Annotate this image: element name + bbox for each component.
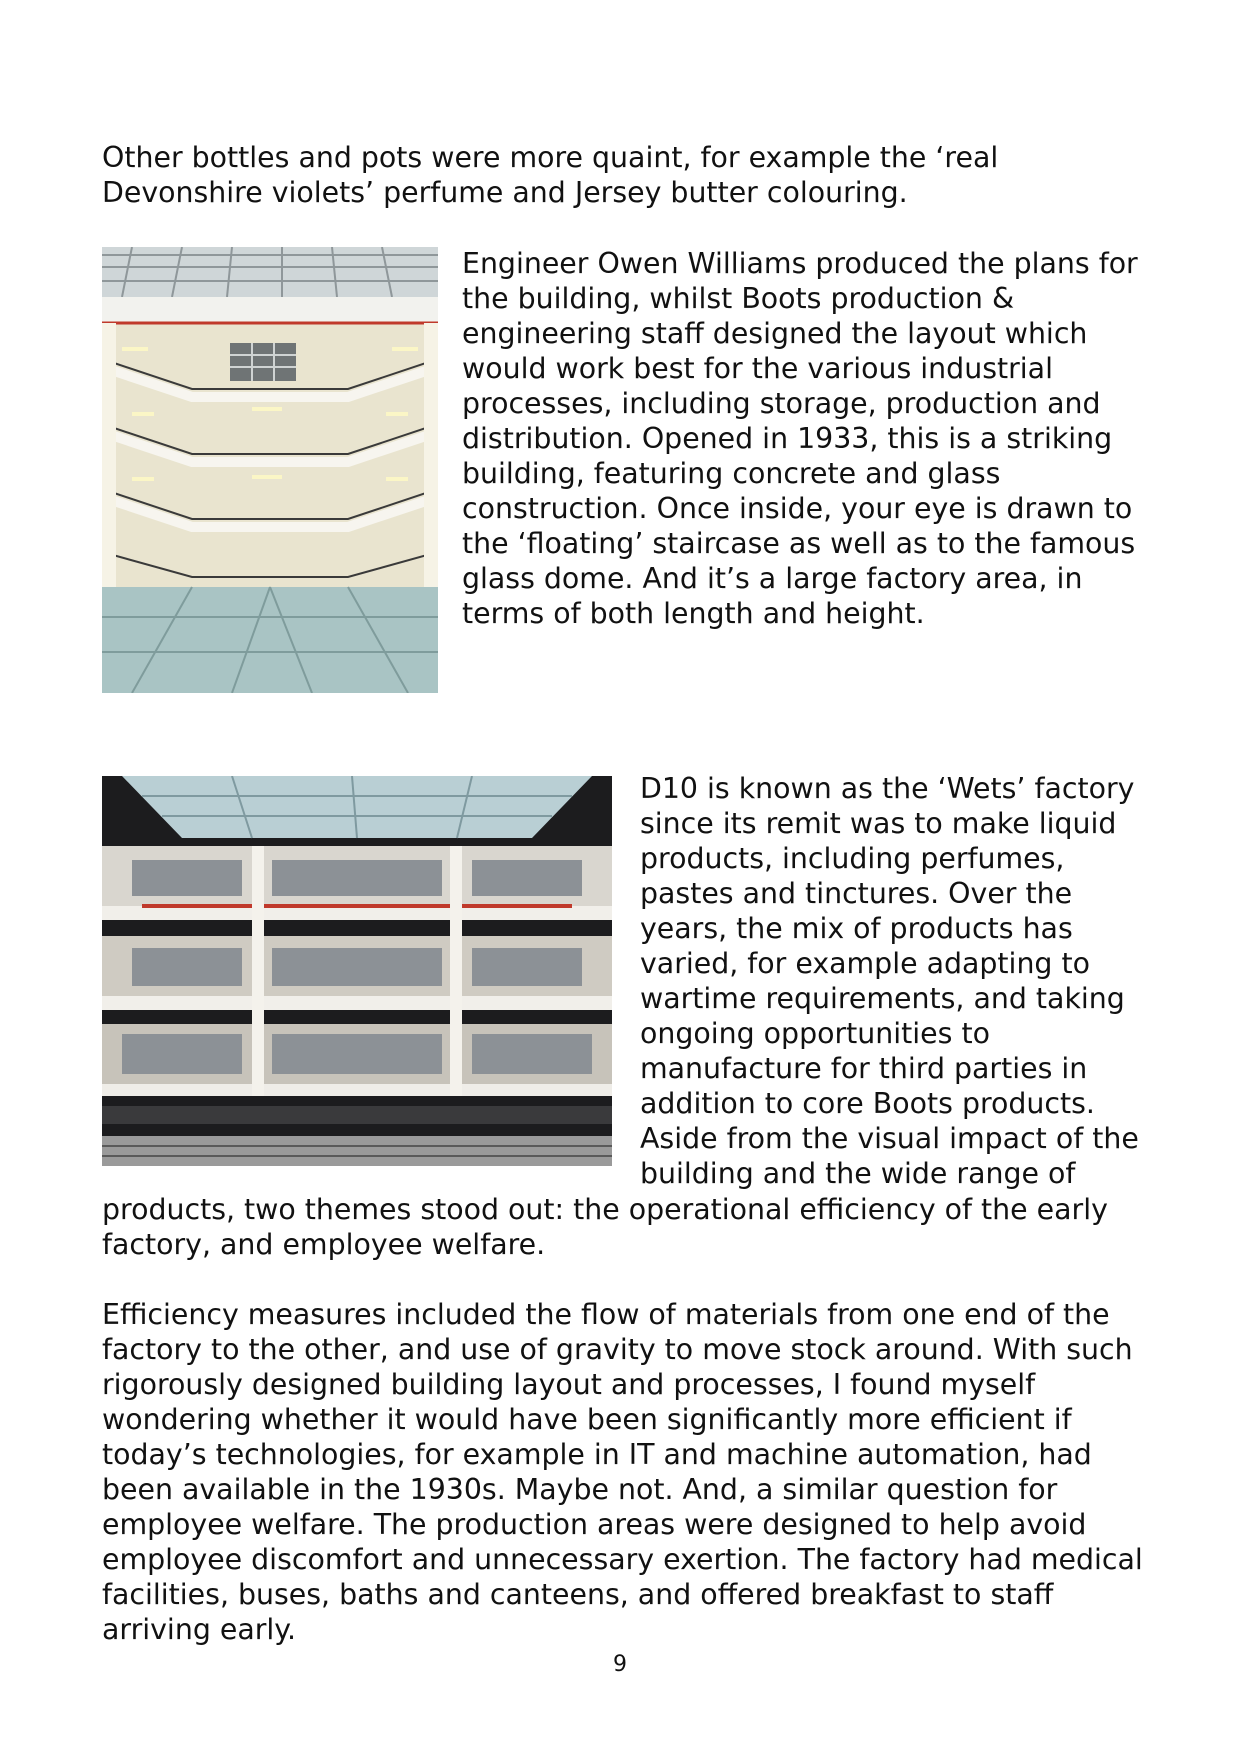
atrium-staircase-illustration <box>102 247 438 693</box>
photo-wets-factory-interior <box>102 776 612 1166</box>
paragraph-d10-wets-factory: D10 is known as the ‘Wets’ factory since its remit was to make liquid products, including perfumes, pastes and tinctures. Over the years, the mix of products has varied, for example adapting to wartime requirements, and taking ongoing opportunities to manufacture for third parties in addition to core Boots products. Aside from the visual impact of the building and the wide range of <box>640 772 1139 1190</box>
photo-factory-atrium-staircase <box>102 247 438 693</box>
page-number: 9 <box>613 1652 627 1677</box>
paragraph-quaint-bottles: Other bottles and pots were more quaint, for example the ‘real Devonshire violets’ perfume and Jersey butter colouring. <box>102 141 999 209</box>
wets-factory-illustration <box>102 776 612 1166</box>
paragraph-d10-continued: products, two themes stood out: the operational efficiency of the early factory, and employee welfare. <box>102 1193 1108 1261</box>
paragraph-efficiency-measures: Efficiency measures included the flow of materials from one end of the factory to the other, and use of gravity to move stock around. With such rigorously designed building layout and processes, I found myself wondering whether it would have been significantly more efficient if today’s technologies, for example in IT and machine automation, had been available in the 1930s. Maybe not. And, a similar question for employee welfare. The production areas were designed to help avoid employee discomfort and unnecessary exertion. The factory had medical facilities, buses, baths and canteens, and offered breakfast to staff arriving early. <box>102 1298 1143 1646</box>
paragraph-owen-williams: Engineer Owen Williams produced the plans for the building, whilst Boots production & engineering staff designed the layout which would work best for the various industrial processes, including storage, production and distribution. Opened in 1933, this is a striking building, featuring concrete and glass construction. Once inside, your eye is drawn to the ‘floating’ staircase as well as to the famous glass dome. And it’s a large factory area, in terms of both length and height. <box>462 247 1138 630</box>
